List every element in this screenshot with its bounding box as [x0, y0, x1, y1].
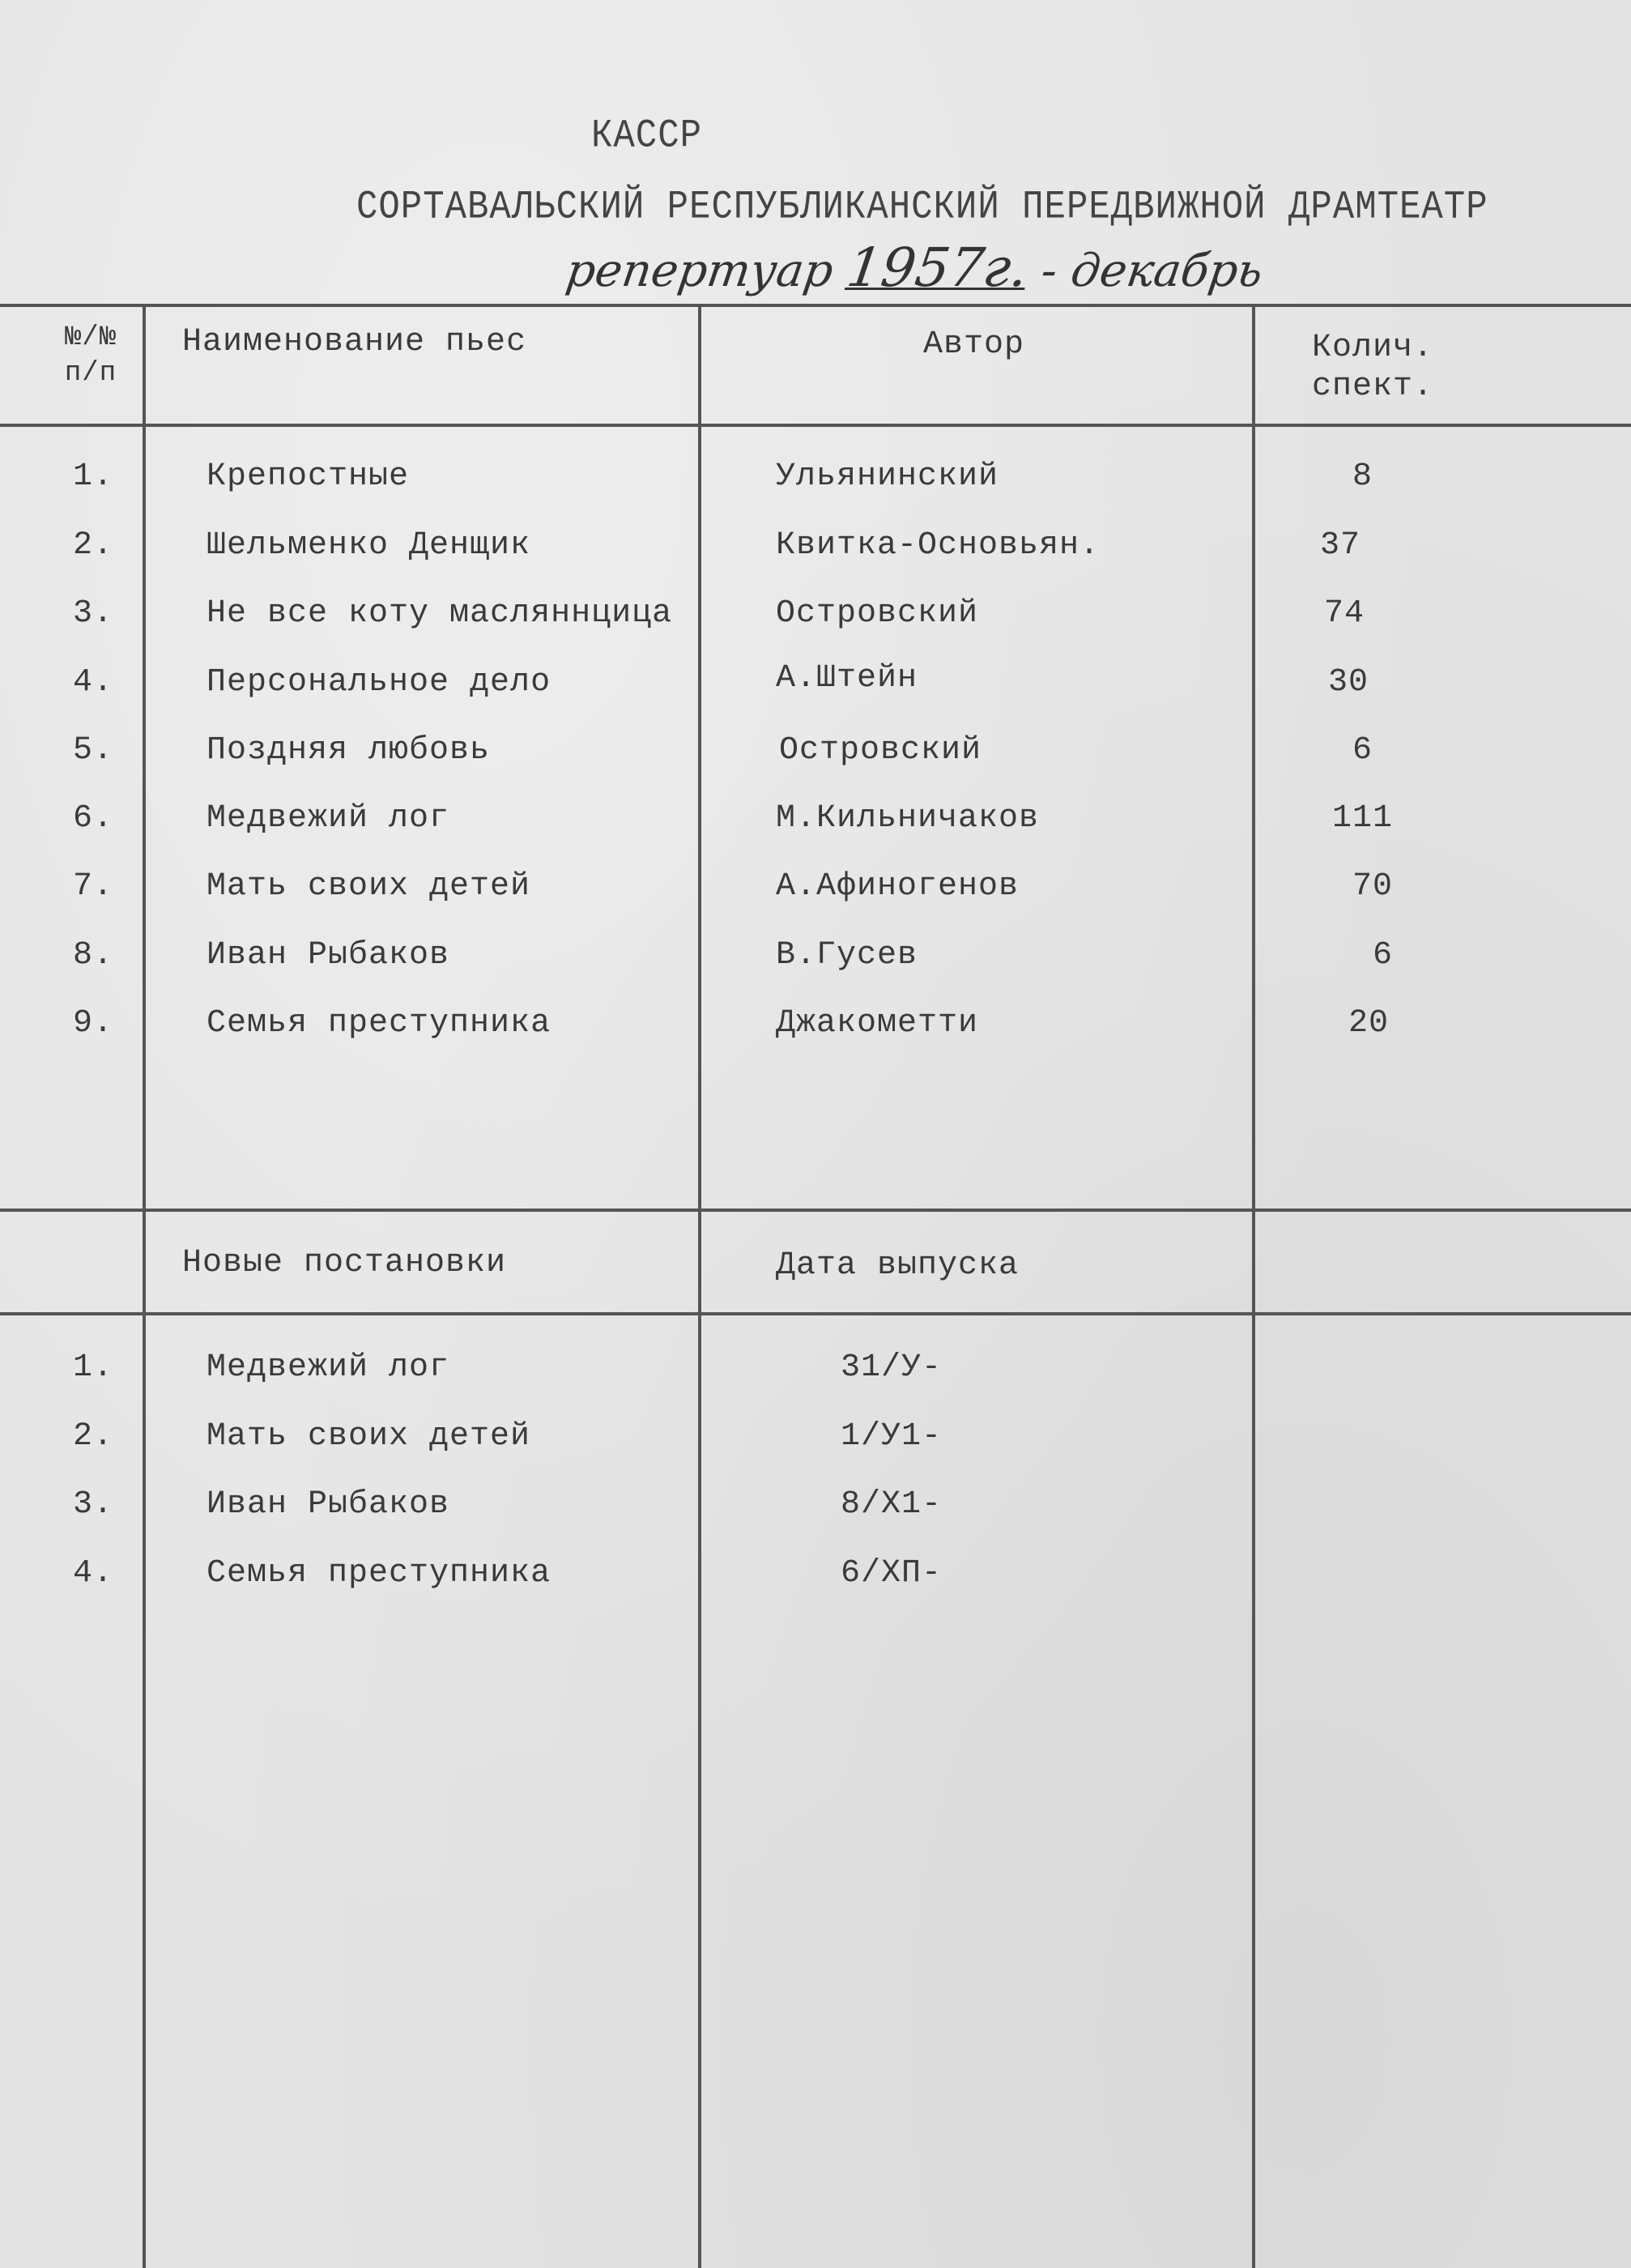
row-number: 1. — [72, 1349, 113, 1386]
release-date: 8/Х1- — [841, 1486, 943, 1523]
row-number: 7. — [72, 868, 113, 905]
play-author: Островский — [776, 595, 979, 632]
row-number: 2. — [72, 527, 113, 564]
play-title: Мать своих детей — [207, 868, 531, 905]
row-number: 4. — [72, 664, 113, 701]
new-productions-header-title: Новые постановки — [182, 1245, 507, 1281]
play-title: Крепостные — [207, 458, 410, 495]
play-author: А.Афиногенов — [776, 868, 1020, 905]
play-author: Ульянинский — [776, 458, 999, 495]
row-number: 3. — [72, 595, 113, 632]
performance-count: 6 — [1352, 732, 1373, 769]
play-author: М.Кильничаков — [776, 800, 1040, 837]
play-author: Джакометти — [776, 1005, 979, 1042]
production-title: Семья преступника — [207, 1555, 551, 1592]
play-title: Семья преступника — [207, 1005, 551, 1042]
table-header-rule — [0, 424, 1631, 427]
table-top-rule — [0, 304, 1631, 307]
play-title: Медвежий лог — [207, 800, 450, 837]
performance-count: 111 — [1331, 800, 1393, 837]
republic-heading: КАССР — [591, 113, 703, 159]
performance-count: 20 — [1348, 1005, 1389, 1042]
play-author: Островский — [779, 732, 982, 769]
section-divider-rule — [0, 1209, 1631, 1212]
handwritten-note — [563, 237, 1267, 299]
performance-count: 6 — [1372, 937, 1393, 974]
column-rule-1 — [143, 306, 146, 2268]
play-title: Иван Рыбаков — [207, 937, 450, 974]
performance-count: 70 — [1352, 868, 1393, 905]
row-number: 6. — [72, 800, 113, 837]
column-rule-3 — [1252, 306, 1255, 2268]
handwritten-suffix: - декабрь — [1037, 245, 1267, 297]
column-header-title: Наименование пьес — [182, 324, 527, 360]
release-date: 1/У1- — [841, 1418, 943, 1455]
production-title: Иван Рыбаков — [207, 1486, 450, 1523]
row-number: 2. — [72, 1418, 113, 1455]
theatre-heading: СОРТАВАЛЬСКИЙ РЕСПУБЛИКАНСКИЙ ПЕРЕДВИЖНОЙ ДРАМТЕАТР — [356, 185, 1488, 230]
play-author: В.Гусев — [776, 937, 918, 974]
release-date: 6/ХП- — [841, 1555, 943, 1592]
performance-count: 37 — [1319, 527, 1361, 564]
column-header-count: Колич. спект. — [1311, 330, 1434, 405]
play-title: Шельменко Денщик — [207, 527, 531, 564]
row-number: 1. — [72, 458, 113, 495]
row-number: 3. — [72, 1486, 113, 1523]
play-title: Не все коту масляннцица — [207, 595, 673, 632]
performance-count: 30 — [1327, 664, 1369, 701]
new-productions-header-rule — [0, 1312, 1631, 1315]
handwritten-year: 1957г. — [843, 237, 1033, 299]
play-title: Поздняя любовь — [207, 732, 491, 769]
play-title: Персональное дело — [207, 664, 551, 701]
row-number: 9. — [72, 1005, 113, 1042]
production-title: Медвежий лог — [207, 1349, 450, 1386]
performance-count: 74 — [1323, 595, 1365, 632]
column-rule-2 — [698, 306, 701, 2268]
row-number: 5. — [72, 732, 113, 769]
new-productions-header-date: Дата выпуска — [776, 1247, 1020, 1284]
performance-count: 8 — [1352, 458, 1373, 495]
column-header-number: №/№ п/п — [64, 322, 117, 389]
column-header-author: Автор — [923, 326, 1025, 363]
handwritten-prefix: репертуар — [562, 245, 837, 297]
row-number: 8. — [72, 937, 113, 974]
production-title: Мать своих детей — [207, 1418, 531, 1455]
play-author: Квитка-Основьян. — [776, 527, 1101, 564]
play-author: А.Штейн — [776, 660, 918, 697]
release-date: 31/У- — [841, 1349, 943, 1386]
row-number: 4. — [72, 1555, 113, 1592]
